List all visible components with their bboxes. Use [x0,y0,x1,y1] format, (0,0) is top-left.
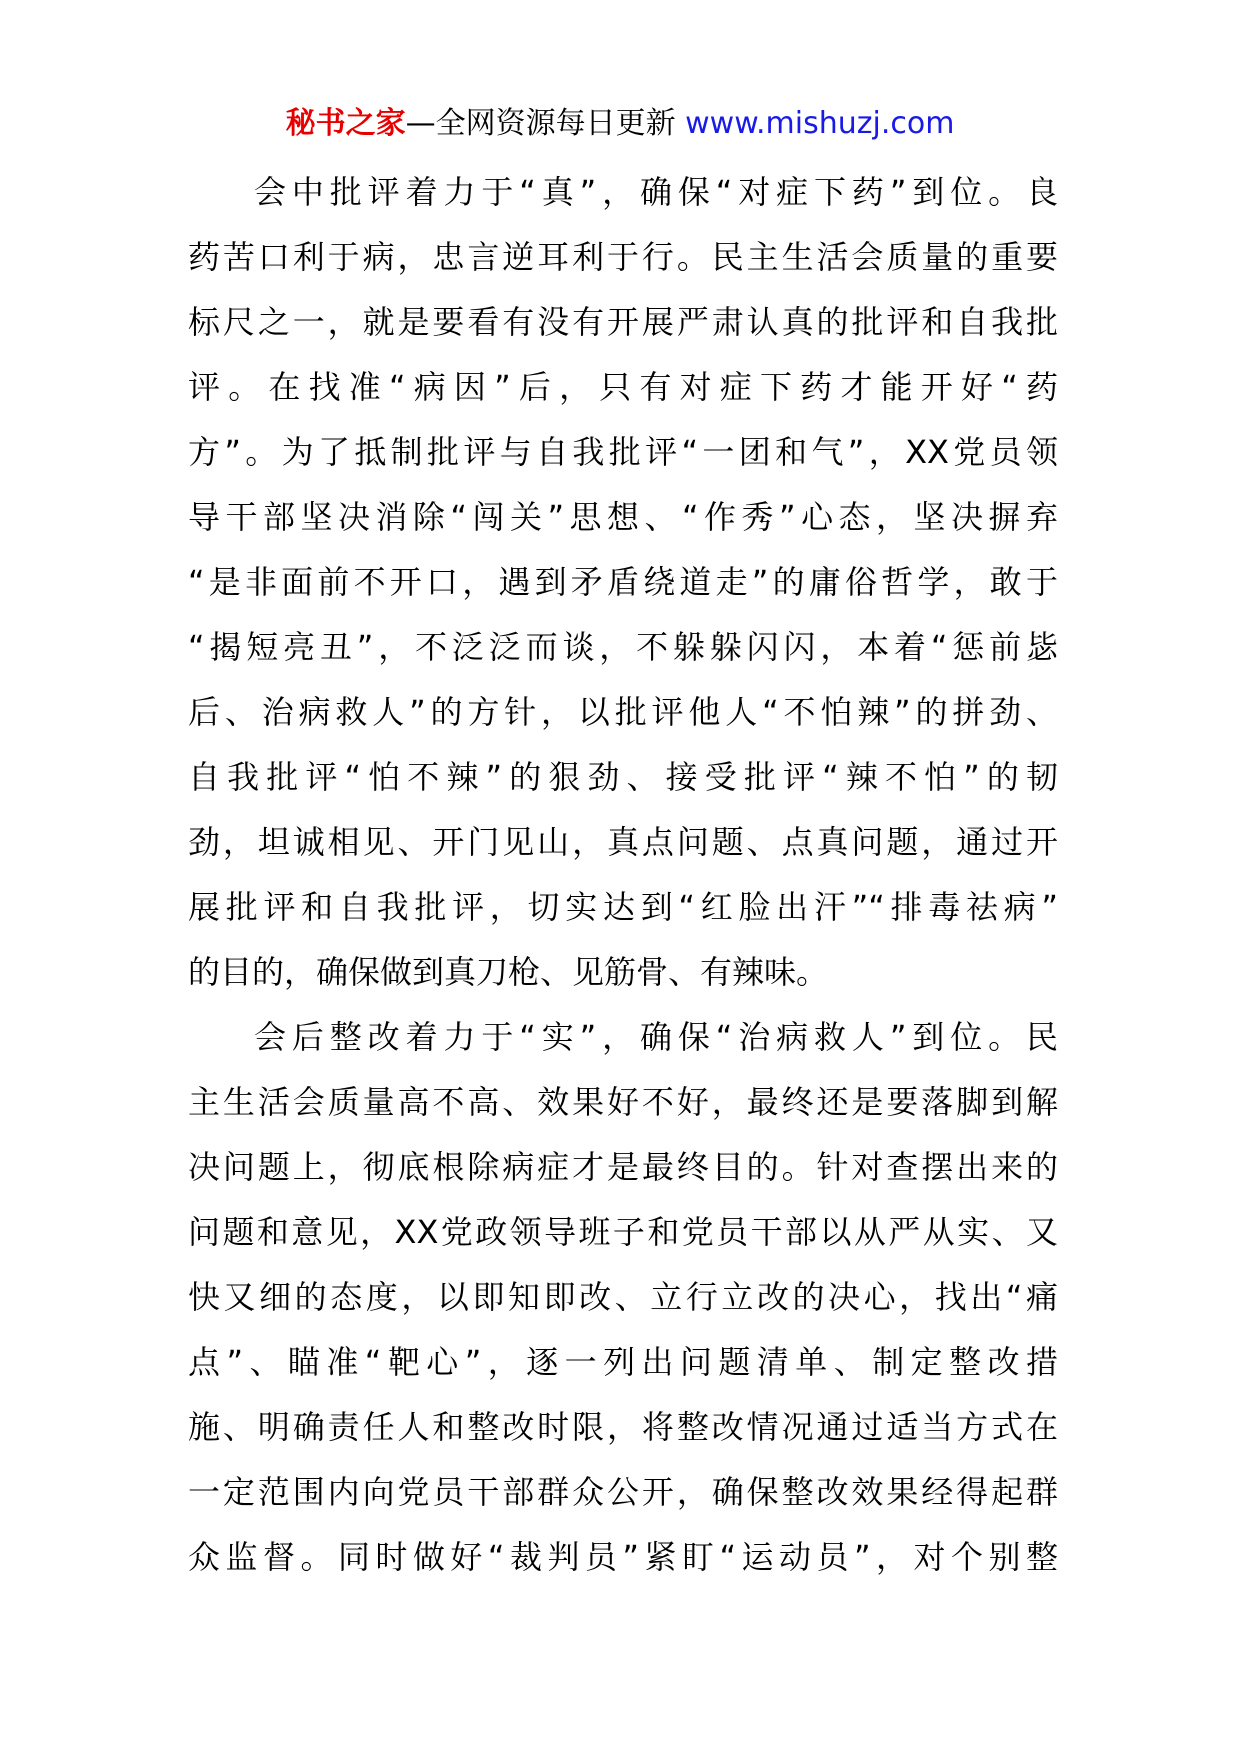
paragraph-line: 问题和意见，XX党政领导班子和党员干部以从严从实、又 [188,1213,1058,1251]
paragraph-line: 自我批评“怕不辣”的狠劲、接受批评“辣不怕”的韧 [188,758,1058,796]
paragraph-line: “揭短亮丑”，不泛泛而谈，不躲躲闪闪，本着“惩前毖 [188,628,1058,666]
paragraph-line: 药苦口利于病，忠言逆耳利于行。民主生活会质量的重要 [188,238,1058,276]
paragraph-line: 的目的，确保做到真刀枪、见筋骨、有辣味。 [188,953,829,991]
paragraph-line: 后、治病救人”的方针，以批评他人“不怕辣”的拼劲、 [188,693,1058,731]
paragraph-line: 劲，坦诚相见、开门见山，真点问题、点真问题，通过开 [188,823,1058,861]
paragraph-line: 一定范围内向党员干部群众公开，确保整改效果经得起群 [188,1473,1058,1511]
site-tagline: —全网资源每日更新 [405,106,676,141]
paragraph-line: “是非面前不开口，遇到矛盾绕道走”的庸俗哲学，敢于 [188,563,1058,601]
paragraph-line: 众监督。同时做好“裁判员”紧盯“运动员”，对个别整 [188,1538,1058,1576]
paragraph-rectification [188,1005,1058,1590]
site-brand: 秘书之家 [285,106,406,141]
paragraph-line: 会后整改着力于“实”，确保“治病救人”到位。民 [254,1018,1058,1056]
paragraph-line: 导干部坚决消除“闯关”思想、“作秀”心态，坚决摒弃 [188,498,1058,536]
site-url-link[interactable]: www.mishuzj.com [685,106,955,141]
paragraph-line: 决问题上，彻底根除病症才是最终目的。针对查摆出来的 [188,1148,1058,1186]
paragraph-line: 会中批评着力于“真”，确保“对症下药”到位。良 [254,173,1058,211]
paragraph-line: 标尺之一，就是要看有没有开展严肃认真的批评和自我批 [188,303,1058,341]
paragraph-criticism [188,160,1058,1005]
paragraph-line: 展批评和自我批评，切实达到“红脸出汗”“排毒祛病” [188,888,1058,926]
paragraph-line: 评。在找准“病因”后，只有对症下药才能开好“药 [188,368,1058,406]
paragraph-line: 主生活会质量高不高、效果好不好，最终还是要落脚到解 [188,1083,1058,1121]
paragraph-line: 点”、瞄准“靶心”，逐一列出问题清单、制定整改措 [188,1343,1058,1381]
paragraph-line: 方”。为了抵制批评与自我批评“一团和气”，XX党员领 [188,433,1058,471]
document-body [188,160,1058,1590]
paragraph-line: 施、明确责任人和整改时限，将整改情况通过适当方式在 [188,1408,1058,1446]
site-header [0,104,1240,144]
paragraph-line: 快又细的态度，以即知即改、立行立改的决心，找出“痛 [188,1278,1058,1316]
